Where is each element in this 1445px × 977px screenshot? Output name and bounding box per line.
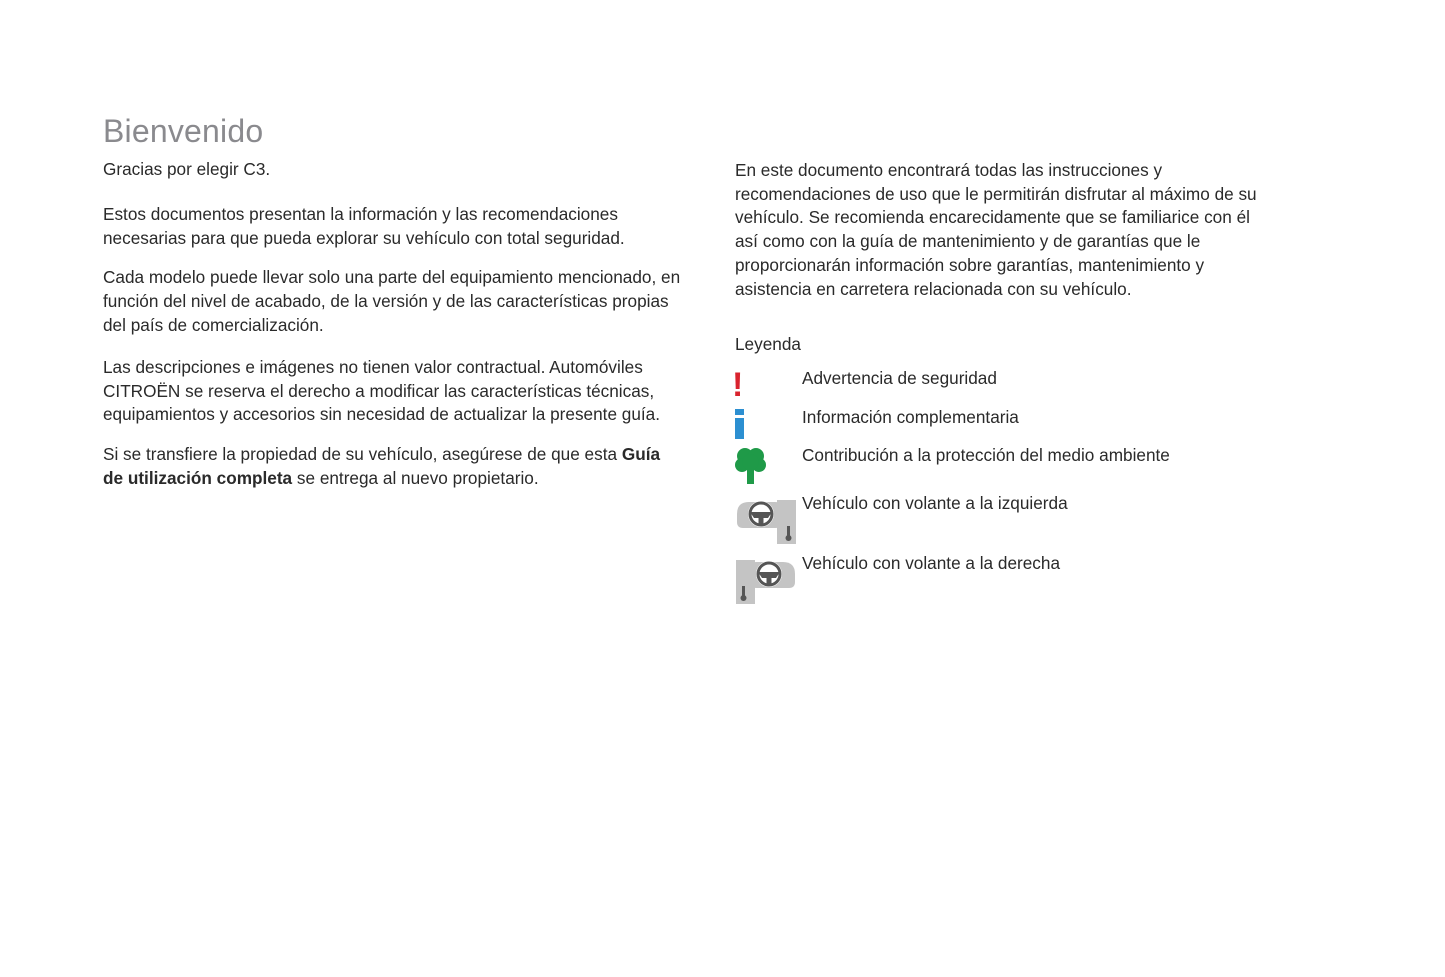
right-column xyxy=(735,159,1275,301)
legend-label-left-hand-drive: Vehículo con volante a la izquierda xyxy=(802,493,1068,513)
left-hand-drive-icon xyxy=(735,496,797,549)
warning-icon: ! xyxy=(732,366,744,404)
guide-name-bold: Guía de utilización completa xyxy=(103,444,661,488)
legend-item-right-hand-drive xyxy=(735,552,1295,612)
legend-title: Leyenda xyxy=(735,334,801,354)
legend-label-warning: Advertencia de seguridad xyxy=(802,368,997,388)
legend-label-environment: Contribución a la protección del medio ambiente xyxy=(802,445,1170,465)
tree-icon xyxy=(735,447,767,490)
transfer-text-end: se entrega al nuevo propietario. xyxy=(296,467,539,488)
descriptions-paragraph: Las descripciones e imágenes no tienen valor contractual. Automóviles CITROËN se reserva el derecho a modificar las características técnicas, equipamientos y accesorios sin necesidad de actualizar la presente guía. xyxy=(103,356,661,425)
transfer-paragraph xyxy=(103,443,683,491)
legend-label-info: Información complementaria xyxy=(802,407,1019,427)
legend-label-right-hand-drive: Vehículo con volante a la derecha xyxy=(802,553,1060,573)
documents-paragraph: Estos documentos presentan la información y las recomendaciones necesarias para que pueda explorar su vehículo con total seguridad. xyxy=(103,203,625,248)
transfer-text-start: Si se transfiere la propiedad de su vehículo, asegúrese de que esta xyxy=(103,444,618,465)
page-title: Bienvenido xyxy=(103,113,264,149)
left-column xyxy=(103,158,683,491)
legend-item-left-hand-drive xyxy=(735,492,1295,552)
right-hand-drive-icon xyxy=(735,556,797,609)
info-icon xyxy=(735,409,747,444)
thanks-paragraph: Gracias por elegir C3. xyxy=(103,159,271,179)
intro-paragraph: En este documento encontrará todas las instrucciones y recomendaciones de uso que le permitirán disfrutar al máximo de su vehículo. Se recomienda encarecidamente que se familiarice con él así como con la guía de mantenimiento y de garantías que le proporcionarán información sobre garantías, mantenimiento y asistencia en carretera relacionada con su vehículo. xyxy=(735,160,1257,299)
model-paragraph: Cada modelo puede llevar solo una parte del equipamiento mencionado, en función del nivel de acabado, de la versión y de las características propias del país de comercialización. xyxy=(103,267,681,335)
